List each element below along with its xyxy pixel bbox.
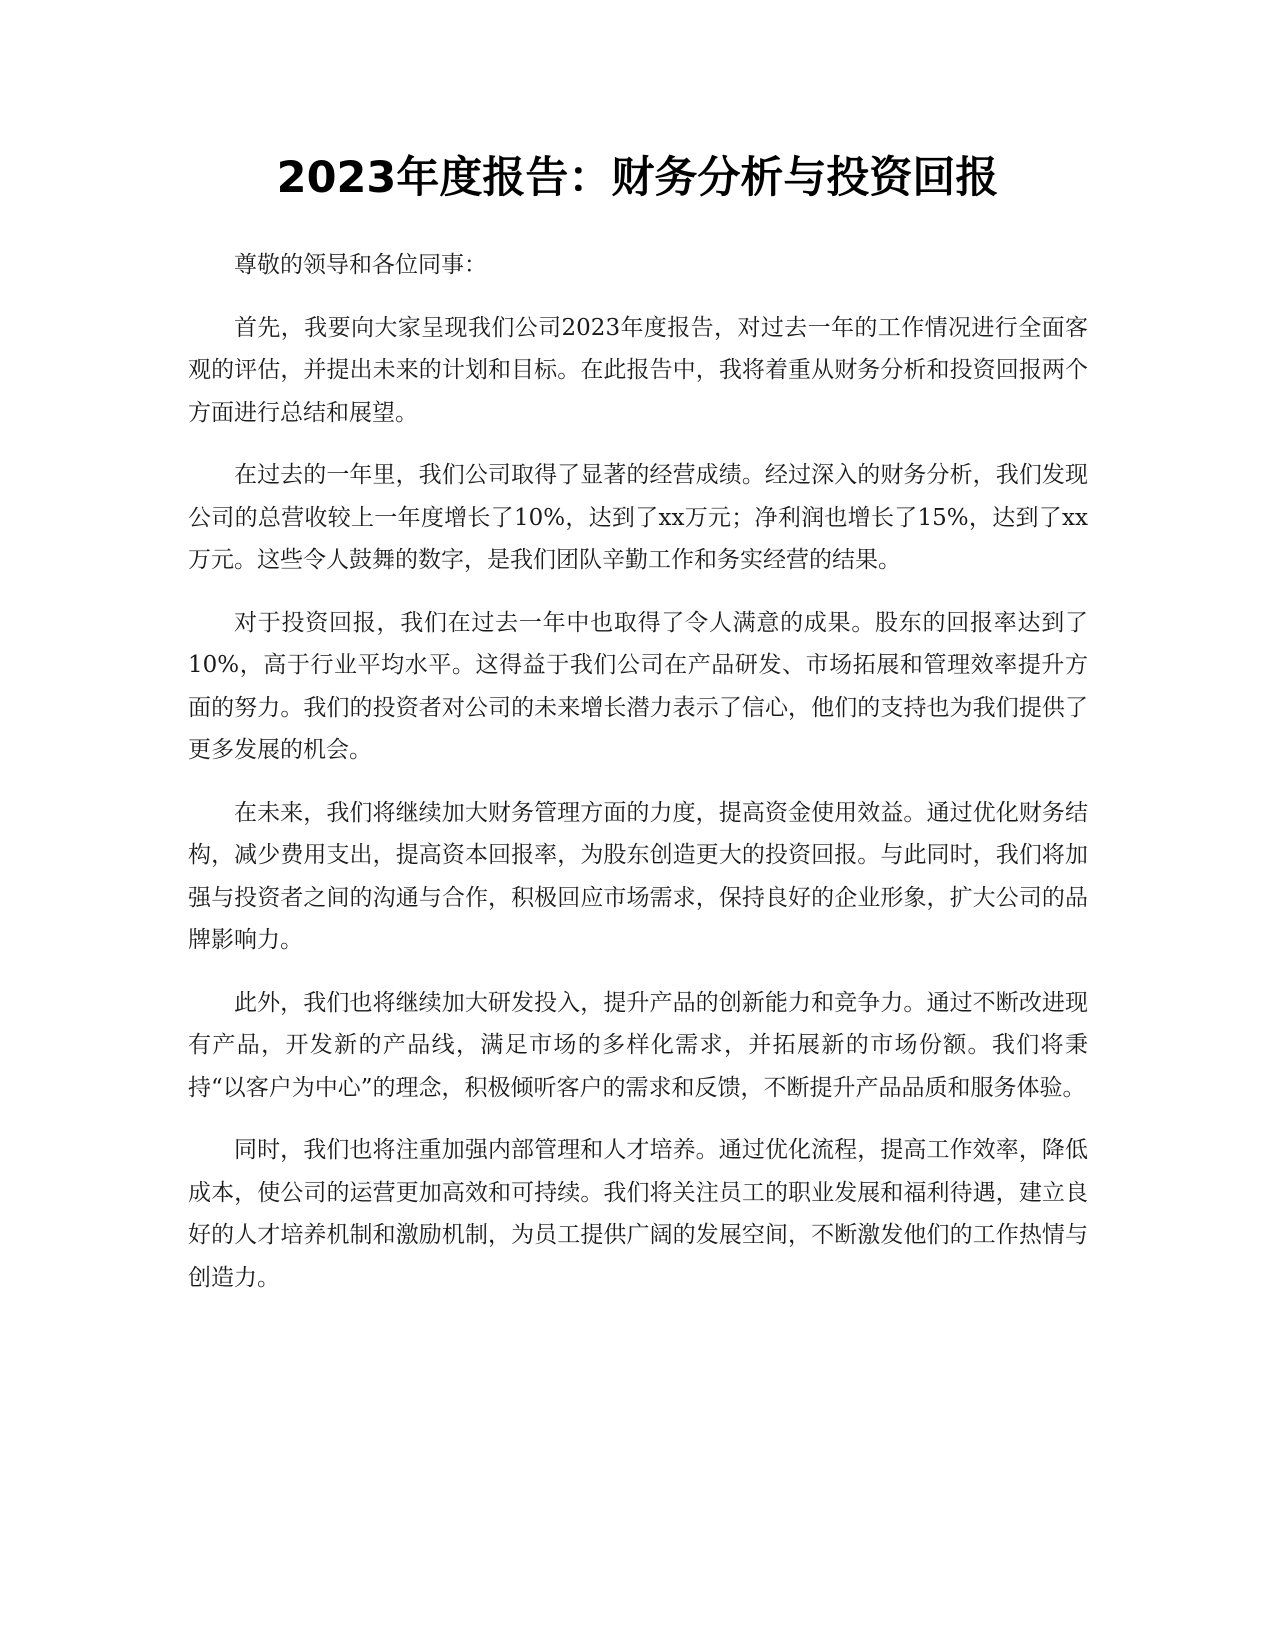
paragraph-rd-plan: 此外，我们也将继续加大研发投入，提升产品的创新能力和竞争力。通过不断改进现有产品，开发新的产品线，满足市场的多样化需求，并拓展新的市场份额。我们将秉持“以客户为中心”的理念，积极倾听客户的需求和反馈，不断提升产品品质和服务体验。 (188, 989, 1088, 1101)
paragraph-financial-plan: 在未来，我们将继续加大财务管理方面的力度，提高资金使用效益。通过优化财务结构，减少费用支出，提高资本回报率，为股东创造更大的投资回报。与此同时，我们将加强与投资者之间的沟通与合作，积极回应市场需求，保持良好的企业形象，扩大公司的品牌影响力。 (188, 799, 1088, 953)
paragraph-intro: 首先，我要向大家呈现我们公司2023年度报告，对过去一年的工作情况进行全面客观的评估，并提出未来的计划和目标。在此报告中，我将着重从财务分析和投资回报两个方面进行总结和展望。 (188, 314, 1088, 426)
paragraph-financial-results: 在过去的一年里，我们公司取得了显著的经营成绩。经过深入的财务分析，我们发现公司的总营收较上一年度增长了10%，达到了xx万元；净利润也增长了15%，达到了xx万元。这些令人鼓舞的数字，是我们团队辛勤工作和务实经营的结果。 (188, 462, 1088, 573)
paragraph-investment-returns: 对于投资回报，我们在过去一年中也取得了令人满意的成果。股东的回报率达到了10%，高于行业平均水平。这得益于我们公司在产品研发、市场拓展和管理效率提升方面的努力。我们的投资者对公司的未来增长潜力表示了信心，他们的支持也为我们提供了更多发展的机会。 (188, 609, 1088, 763)
paragraph-salutation: 尊敬的领导和各位同事： (234, 252, 487, 278)
paragraph-management-plan: 同时，我们也将注重加强内部管理和人才培养。通过优化流程，提高工作效率，降低成本，使公司的运营更加高效和可持续。我们将关注员工的职业发展和福利待遇，建立良好的人才培养机制和激励机制，为员工提供广阔的发展空间，不断激发他们的工作热情与创造力。 (188, 1137, 1088, 1291)
document-title: 2023年度报告：财务分析与投资回报 (276, 153, 999, 203)
document-body (188, 244, 1088, 1319)
